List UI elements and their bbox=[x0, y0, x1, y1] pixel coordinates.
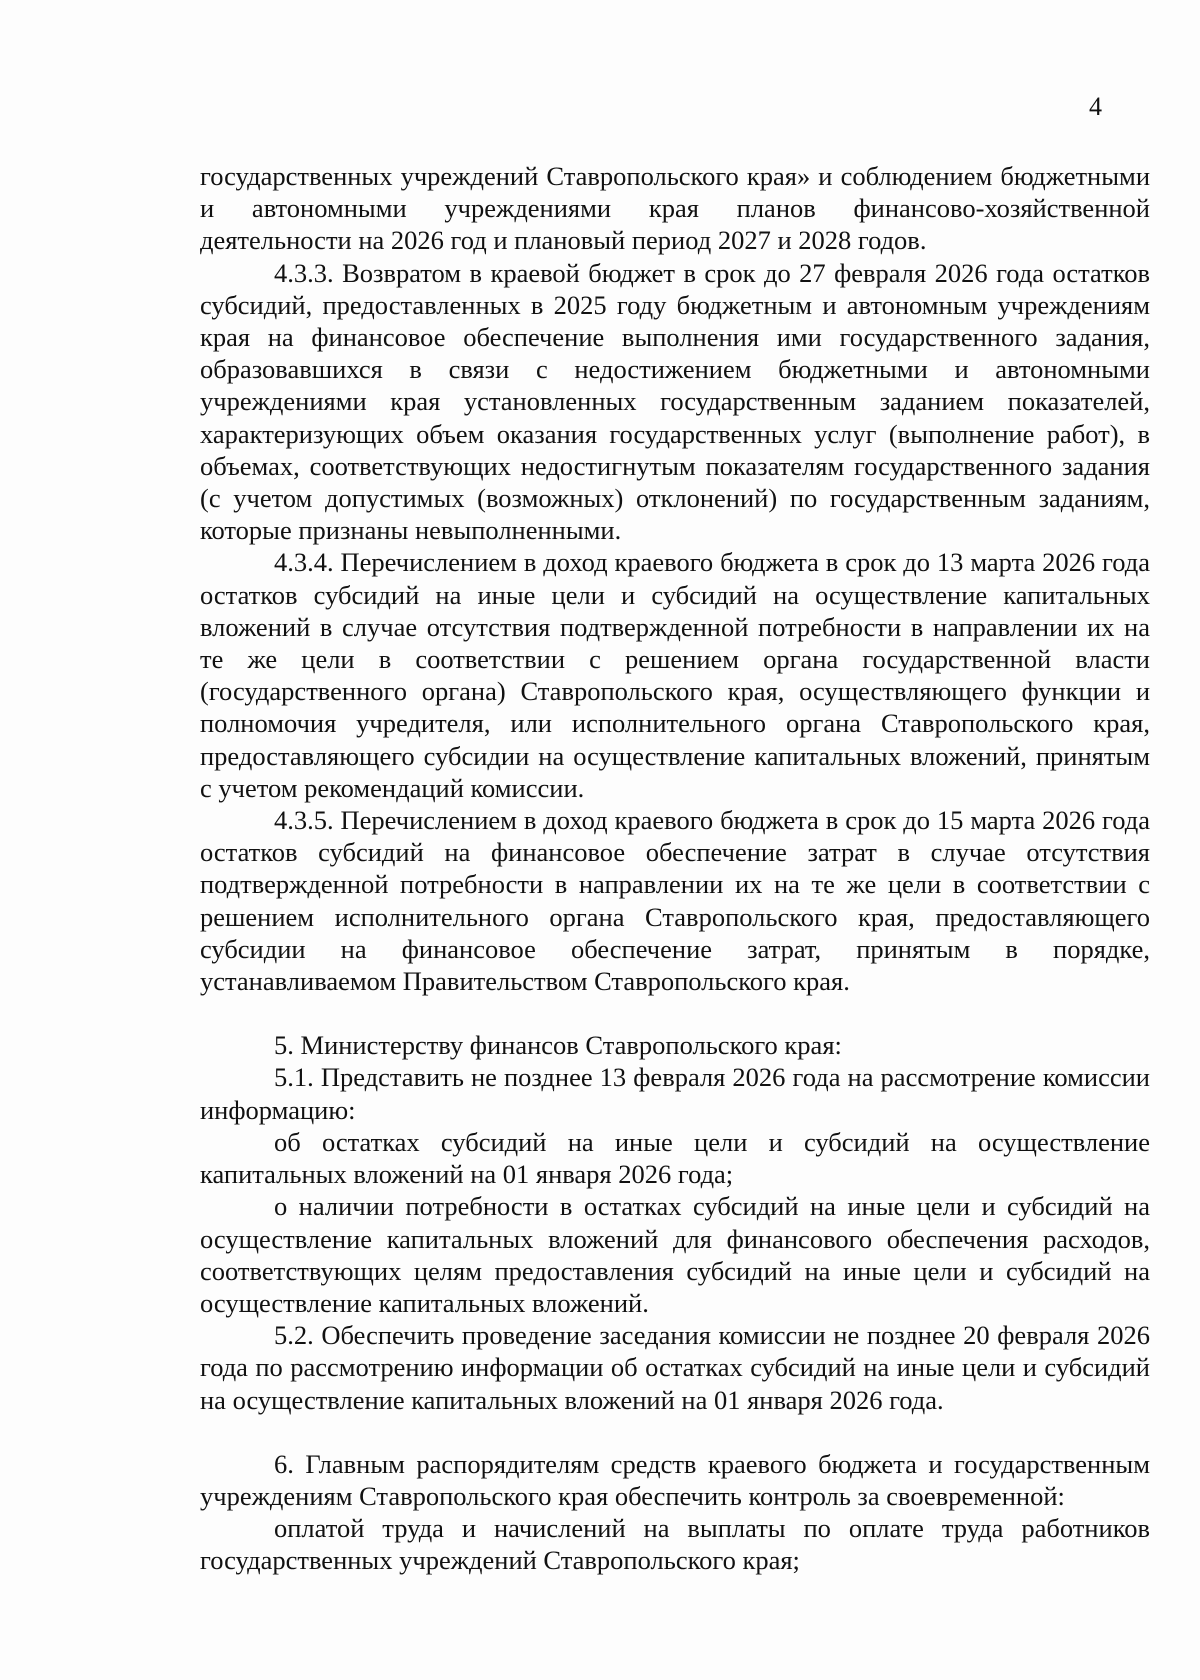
paragraph-continuation: государственных учреждений Ставропольского края» и соблюдением бюджетными и автономными учреждениями края планов финансово-хозяйственной деятельности на 2026 год и плановый период 2027 и 2028 годов. bbox=[200, 161, 1150, 256]
paragraph-4-3-4: 4.3.4. Перечислением в доход краевого бюджета в срок до 13 марта 2026 года остатков субсидий на иные цели и субсидий на осуществление капитальных вложений в случае отсутствия подтвержденной потребности в направлении их на те же цели в соответствии с решением органа государственной власти (государственного органа) Ставропольского края, осуществляющего функции и полномочия учредителя, или исполнительного органа Ставропольского края, предоставляющего субсидии на осуществление капитальных вложений, принятым с учетом рекомендаций комиссии. bbox=[200, 547, 1150, 803]
page-number: 4 bbox=[1089, 92, 1102, 121]
paragraph-5-1: 5.1. Представить не позднее 13 февраля 2026 года на рассмотрение комиссии информацию: bbox=[200, 1062, 1150, 1125]
paragraph-5-2: 5.2. Обеспечить проведение заседания комиссии не позднее 20 февраля 2026 года по рассмотрению информации об остатках субсидий на иные цели и субсидий на осуществление капитальных вложений на 01 января 2026 года. bbox=[200, 1320, 1150, 1415]
document-body bbox=[200, 160, 1150, 1577]
paragraph-5-1-item-1: об остатках субсидий на иные цели и субсидий на осуществление капитальных вложений на 01 января 2026 года; bbox=[200, 1126, 1150, 1190]
paragraph-4-3-5: 4.3.5. Перечислением в доход краевого бюджета в срок до 15 марта 2026 года остатков субсидий на финансовое обеспечение затрат в случае отсутствия подтвержденной потребности в направлении их на те же цели в соответствии с решением исполнительного органа Ставропольского края, предоставляющего субсидии на финансовое обеспечение затрат, принятым в порядке, устанавливаемом Правительством Ставропольского края. bbox=[200, 805, 1150, 997]
paragraph-6-item-1: оплатой труда и начислений на выплаты по оплате труда работников государственных учреждений Ставропольского края; bbox=[200, 1513, 1150, 1576]
paragraph-4-3-3: 4.3.3. Возвратом в краевой бюджет в срок до 27 февраля 2026 года остатков субсидий, предоставленных в 2025 году бюджетным и автономным учреждениям края на финансовое обеспечение выполнения ими государственного задания, образовавшихся в связи с недостижением бюджетными и автономными учреждениями края установленных государственным заданием показателей, характеризующих объем оказания государственных услуг (выполнение работ), в объемах, соответствующих недостигнутым показателям государственного задания (с учетом допустимых (возможных) отклонений) по государственным заданиям, которые признаны невыполненными. bbox=[200, 257, 1150, 546]
paragraph-5: 5. Министерству финансов Ставропольского края: bbox=[274, 1030, 842, 1061]
paragraph-6: 6. Главным распорядителям средств краевого бюджета и государственным учреждениям Ставропольского края обеспечить контроль за своевременной: bbox=[200, 1448, 1150, 1511]
paragraph-5-1-item-2: о наличии потребности в остатках субсидий на иные цели и субсидий на осуществление капитальных вложений для финансового обеспечения расходов, соответствующих целям предоставления субсидий на иные цели и субсидий на осуществление капитальных вложений. bbox=[200, 1191, 1150, 1318]
